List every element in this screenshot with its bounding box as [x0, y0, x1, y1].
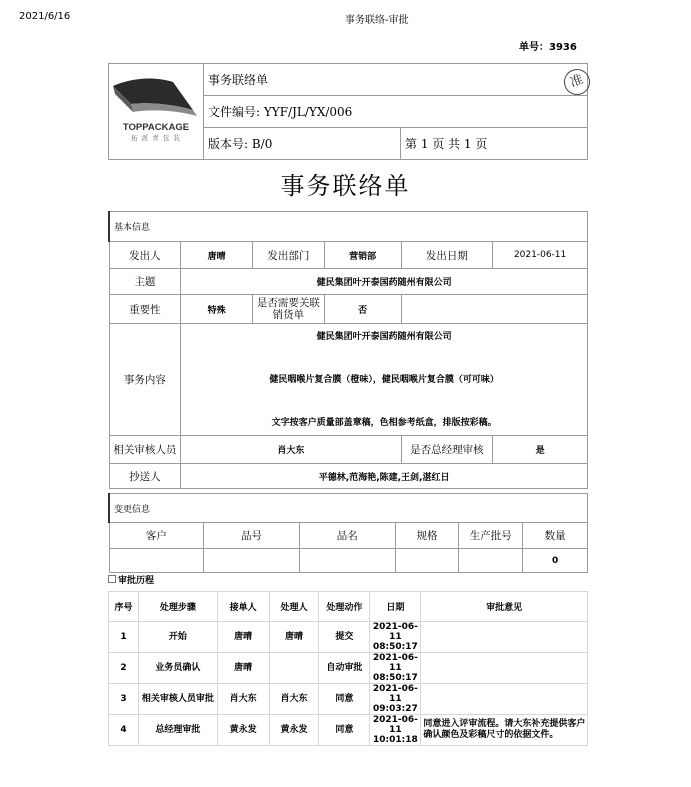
history-date: 2021-06-11	[372, 653, 418, 673]
toppackage-logo-icon	[109, 64, 203, 156]
change-header-cell: 品号	[204, 523, 300, 549]
related-order-value: 否	[324, 295, 401, 324]
change-info-table	[108, 493, 588, 573]
history-date: 2021-06-11	[372, 622, 418, 642]
history-receiver: 唐晴	[217, 653, 269, 684]
gm-review-value: 是	[493, 436, 588, 464]
empty-cell	[401, 295, 587, 324]
history-time: 10:01:18	[372, 735, 418, 745]
approval-stamp-icon: 准	[560, 65, 593, 98]
history-receiver: 肖大东	[217, 684, 269, 715]
dept-label: 发出部门	[253, 242, 325, 269]
history-opinion	[421, 684, 588, 715]
date-value: 2021-06-11	[493, 242, 588, 269]
history-datetime	[370, 622, 421, 653]
company-logo	[109, 64, 204, 160]
change-cell-quantity: 0	[523, 549, 588, 573]
history-no: 1	[109, 622, 139, 653]
history-date: 2021-06-11	[372, 684, 418, 704]
history-date: 2021-06-11	[372, 715, 418, 735]
history-header-cell: 处理动作	[319, 592, 370, 622]
history-step: 业务员确认	[138, 653, 217, 684]
content-label: 事务内容	[109, 324, 181, 436]
importance-label: 重要性	[109, 295, 181, 324]
history-no: 2	[109, 653, 139, 684]
history-row	[109, 622, 588, 653]
importance-value: 特殊	[181, 295, 253, 324]
basic-info-title: 基本信息	[109, 212, 588, 242]
history-datetime	[370, 684, 421, 715]
history-header-cell: 审批意见	[421, 592, 588, 622]
history-handler	[269, 653, 319, 684]
sender-label: 发出人	[109, 242, 181, 269]
change-header-cell: 客户	[109, 523, 204, 549]
subject-label: 主题	[109, 269, 181, 295]
history-step: 总经理审批	[138, 715, 217, 746]
history-handler: 唐晴	[269, 622, 319, 653]
approval-history-toggle[interactable]	[108, 573, 154, 586]
history-no: 4	[109, 715, 139, 746]
content-line: 健民集团叶开泰国药随州有限公司	[316, 332, 452, 342]
doc-name-cell: 事务联络单	[204, 64, 588, 96]
cc-value: 平德林,范海艳,陈建,王剑,湛红日	[181, 464, 588, 489]
related-order-label: 是否需要关联销货单	[253, 295, 325, 324]
change-header-cell: 品名	[299, 523, 395, 549]
history-action: 自动审批	[319, 653, 370, 684]
change-cell	[109, 549, 204, 573]
checkbox-icon	[108, 575, 116, 583]
date-label: 发出日期	[401, 242, 493, 269]
history-header-cell: 接单人	[217, 592, 269, 622]
approval-history-title: 审批历程	[118, 576, 155, 586]
change-header-cell: 数量	[523, 523, 588, 549]
history-opinion	[421, 622, 588, 653]
history-time: 08:50:17	[372, 642, 418, 652]
change-header-cell: 生产批号	[459, 523, 523, 549]
content-line: 健民咽喉片复合膜（橙味），健民咽喉片复合膜（可可味）	[269, 375, 499, 385]
reviewer-label: 相关审核人员	[109, 436, 181, 464]
history-row	[109, 653, 588, 684]
history-header-cell: 处理步骤	[138, 592, 217, 622]
approval-history-table	[108, 591, 588, 746]
basic-info-table	[108, 211, 588, 489]
main-title: 事务联络单	[280, 172, 411, 200]
history-header-cell: 处理人	[269, 592, 319, 622]
gm-review-label: 是否总经理审核	[401, 436, 493, 464]
history-receiver: 黄永发	[217, 715, 269, 746]
history-action: 提交	[319, 622, 370, 653]
order-number-label: 单号：	[519, 42, 549, 53]
history-no: 3	[109, 684, 139, 715]
content-value	[181, 324, 588, 436]
change-cell	[299, 549, 395, 573]
logo-subtext: 拓 派 青 包 装	[131, 134, 181, 142]
cc-label: 抄送人	[109, 464, 181, 489]
subject-value: 健民集团叶开泰国药随州有限公司	[181, 269, 588, 295]
history-step: 开始	[138, 622, 217, 653]
reviewer-value: 肖大东	[181, 436, 401, 464]
print-date: 2021/6/16	[19, 11, 71, 22]
document-header	[108, 63, 588, 160]
order-number	[519, 38, 577, 53]
history-receiver: 唐晴	[217, 622, 269, 653]
page-count: 第 1 页 共 1 页	[401, 128, 588, 160]
history-row	[109, 715, 588, 746]
history-step: 相关审核人员审批	[138, 684, 217, 715]
dept-value: 营销部	[324, 242, 401, 269]
history-handler: 肖大东	[269, 684, 319, 715]
history-opinion	[421, 653, 588, 684]
history-datetime	[370, 653, 421, 684]
history-time: 09:03:27	[372, 704, 418, 714]
history-action: 同意	[319, 715, 370, 746]
history-header-cell: 序号	[109, 592, 139, 622]
history-header-cell: 日期	[370, 592, 421, 622]
change-cell	[395, 549, 459, 573]
content-line: 文字按客户质量部盖章稿，色相参考纸盒，排版按彩稿。	[271, 418, 497, 428]
order-number-value: 3936	[549, 42, 577, 53]
change-info-title: 变更信息	[109, 494, 588, 523]
history-row	[109, 684, 588, 715]
history-datetime	[370, 715, 421, 746]
version-number: 版本号: B/0	[204, 128, 401, 160]
print-page-title: 事务联络-审批	[345, 15, 409, 26]
change-cell	[204, 549, 300, 573]
history-handler: 黄永发	[269, 715, 319, 746]
history-time: 08:50:17	[372, 673, 418, 683]
change-header-cell: 规格	[395, 523, 459, 549]
logo-wordmark: TOPPACKAGE	[122, 122, 190, 133]
sender-value: 唐晴	[181, 242, 253, 269]
history-action: 同意	[319, 684, 370, 715]
change-cell	[459, 549, 523, 573]
file-number: 文件编号: YYF/JL/YX/006	[204, 96, 588, 128]
history-opinion: 同意进入评审流程。请大东补充提供客户确认颜色及彩稿尺寸的依据文件。	[421, 715, 588, 746]
